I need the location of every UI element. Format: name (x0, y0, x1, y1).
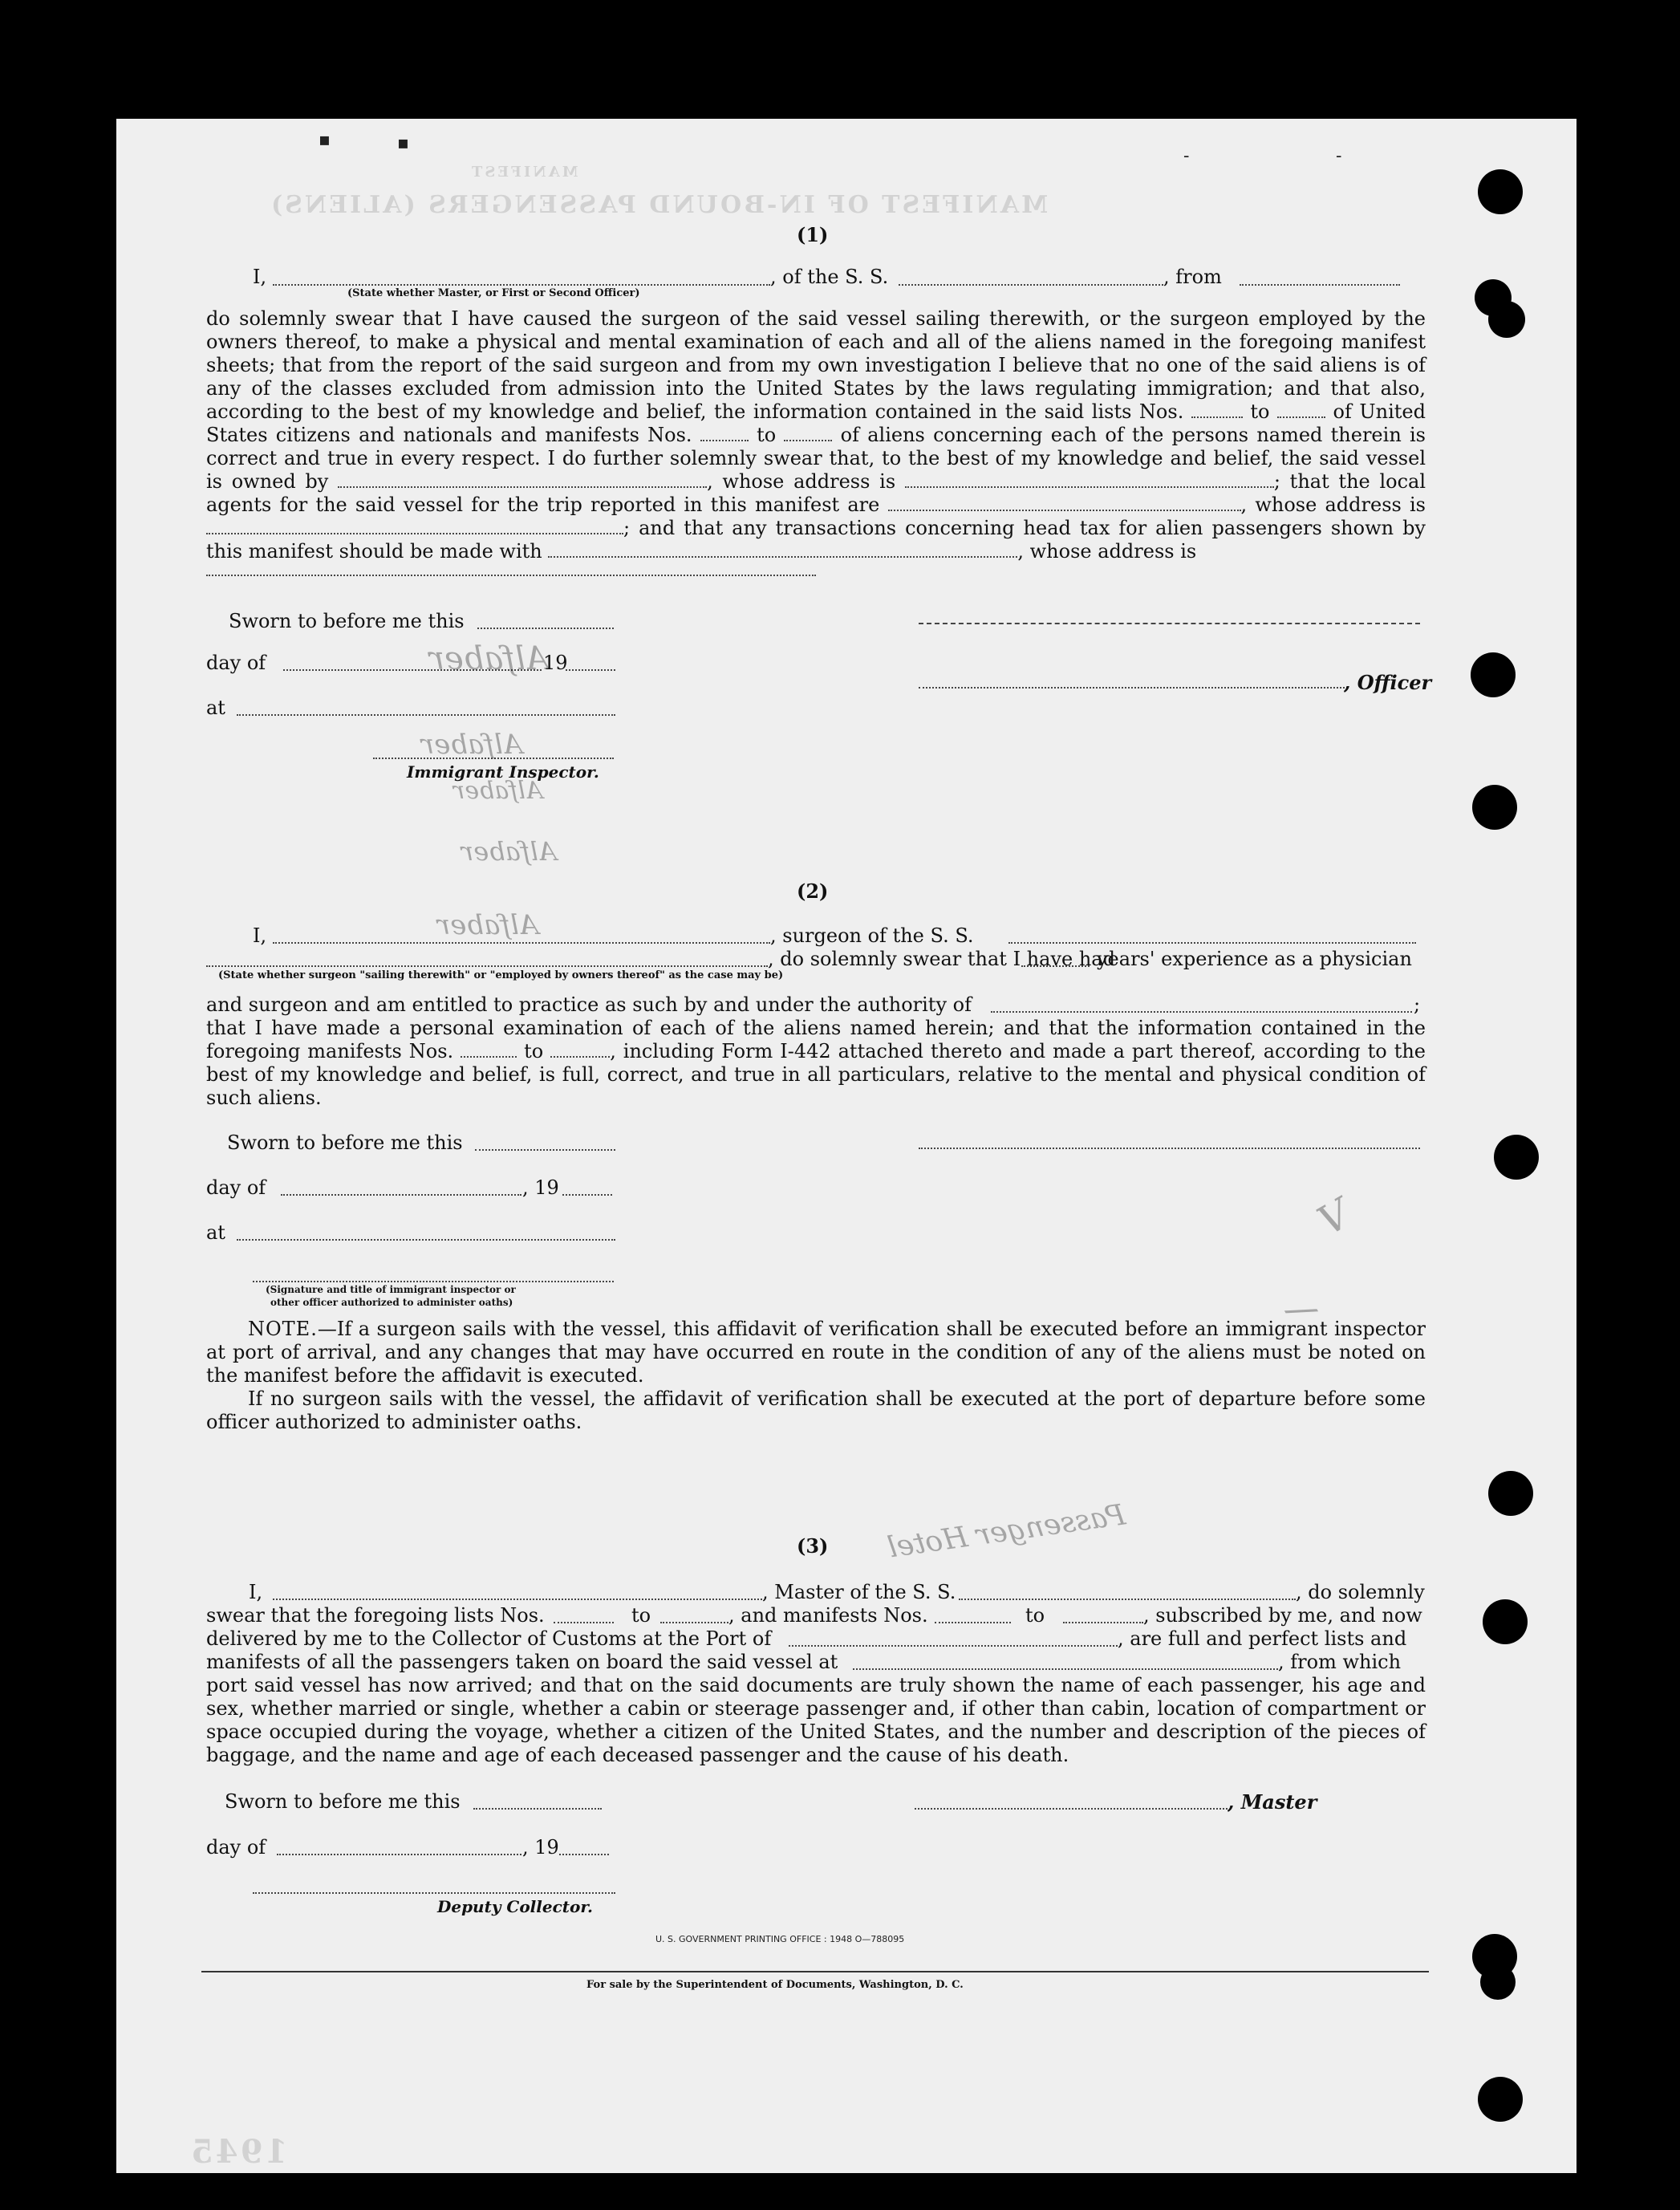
printing-office: U. S. GOVERNMENT PRINTING OFFICE : 1948 O—788095 (655, 1934, 905, 1944)
s2-day-of: day of (206, 1176, 266, 1199)
s2-blank-2 (206, 965, 768, 967)
s1-from: , from (1163, 266, 1222, 288)
s3-year: , 19 (522, 1836, 559, 1859)
s1-day-of: day of (206, 652, 266, 674)
bleed-signature: Alfaber (429, 640, 549, 677)
s3-master-of: , Master of the S. S. (762, 1581, 956, 1603)
section-3-number: (3) (797, 1534, 829, 1558)
s3-sworn-blank (473, 1808, 602, 1810)
s1-address-blank (206, 575, 816, 576)
s3-lists-to-blank (660, 1622, 728, 1623)
s3-port-blank (789, 1645, 1118, 1647)
s2-years-blank (1021, 965, 1090, 967)
s1-officer-label: , Officer (1344, 671, 1432, 694)
s2-caption-sig-1: (Signature and title of immigrant inspector or (266, 1284, 516, 1295)
s1-ship-blank (899, 284, 1163, 286)
s2-note: NOTE.—If a surgeon sails with the vessel, this affidavit of verification shall be executed before an immigrant inspector at port of arrival, and any changes that may have occurred en route in the condition of any of the aliens must be noted on the manifest before the affidavit is executed. (206, 1318, 1426, 1387)
punch-hole (1478, 169, 1523, 214)
s3-sworn: Sworn to before me this (225, 1790, 461, 1813)
s3-day-blank (277, 1854, 521, 1855)
s3-i: I, (249, 1581, 263, 1603)
s3-ship-blank (959, 1599, 1296, 1600)
stray-mark: ▪ (319, 130, 331, 150)
s3-lists-from-blank (554, 1622, 614, 1623)
s2-oath-text: that I have made a personal examination of each of the aliens named herein; and that the information contained in the foregoing manifests Nos. to , including Form I-442 attached thereto and made a part thereof, according to the best of my knowledge and belief, is full, correct, and true in all particulars, relative to the mental and physical condition of such aliens. (206, 1017, 1426, 1109)
s1-oath-text: do solemnly swear that I have caused the surgeon of the said vessel sailing therewith, or the surgeon employed by the owners thereof, to make a physical and mental examination of each and all of the aliens named in the foregoing manifest sheets; that from the report of the said surgeon and from my own investigation I believe that no one of the said aliens is of any of the classes excluded from admission into the United States by the laws regulating immigration; and that also, according to the best of my knowledge and belief, the information contained in the said lists Nos. to of United States citizens and nationals and manifests Nos. to of aliens concerning each of the persons named therein is correct and true in every respect. I do further solemnly swear that, to the best of my knowledge and belief, the said vessel is owned by , whose address is ; that the local agents for the said vessel for the trip reported in this manifest are , whose address is ; and that any transactions concerning head tax for alien passengers shown by this manifest should be made with , whose address is (206, 307, 1426, 563)
s2-at-blank (237, 1239, 615, 1241)
s2-do-solemnly: , do solemnly swear that I have had (768, 948, 1115, 970)
s3-swear-lists: swear that the foregoing lists Nos. (206, 1604, 545, 1627)
s1-officer-sig-line (919, 623, 1420, 624)
s3-year-blank (559, 1854, 609, 1855)
s1-sworn-blank (477, 628, 614, 629)
punch-hole (1471, 652, 1516, 697)
s1-caption: (State whether Master, or First or Second Officer) (347, 287, 640, 299)
bleed-signature: Passenger Hotel (885, 1498, 1128, 1565)
s3-manifests-all: manifests of all the passengers taken on board the said vessel at (206, 1651, 838, 1673)
s1-at: at (206, 697, 225, 719)
ghost-stamp: 1945 (189, 2133, 288, 2171)
s2-i: I, (253, 924, 267, 947)
ghost-subtitle: MANIFEST (469, 164, 578, 181)
s3-manifests-from-blank (935, 1622, 1011, 1623)
s2-year: , 19 (522, 1176, 559, 1199)
s2-surgeon-blank (273, 942, 770, 944)
s1-year: 19 (543, 652, 568, 674)
s3-subscribed: , subscribed by me, and now (1143, 1604, 1422, 1627)
s3-oath-text: port said vessel has now arrived; and that on the said documents are truly shown the name of each passenger, his age and sex, whether married or single, whether a cabin or steerage passenger and, if other than cabin, location of compartment or space occupied during the voyage, whether a citizen of the United States, and the number and description of the pieces of baggage, and the name and age of each deceased passenger and the cause of his death. (206, 1674, 1426, 1766)
s3-day-of: day of (206, 1836, 266, 1859)
s1-inspector-label: Immigrant Inspector. (407, 762, 599, 782)
s2-sworn-blank (475, 1149, 615, 1151)
s2-year-blank (562, 1194, 612, 1196)
sale-notice: For sale by the Superintendent of Documents, Washington, D. C. (586, 1979, 964, 1991)
s3-master-blank (273, 1599, 762, 1600)
s2-authority-blank (991, 1011, 1412, 1013)
s2-authority: and surgeon and am entitled to practice as such by and under the authority of (206, 993, 972, 1016)
stray-mark: - (1183, 146, 1190, 166)
s2-at: at (206, 1221, 225, 1244)
s3-vessel-at-blank (853, 1668, 1278, 1670)
s1-sworn: Sworn to before me this (229, 610, 465, 632)
bleed-signature: Alfaber (421, 729, 523, 761)
s1-at-blank (237, 714, 615, 716)
s2-years-exp: years' experience as a physician (1097, 948, 1412, 970)
s2-surgeon-sig-line (919, 1148, 1420, 1149)
punch-hole (1483, 1599, 1528, 1644)
s2-caption: (State whether surgeon "sailing therewith" or "employed by owners thereof" as the case may be) (218, 969, 784, 981)
s3-from-which: , from which (1278, 1651, 1402, 1673)
s3-manifests-to-blank (1063, 1622, 1143, 1623)
document-page: MANIFEST OF IN-BOUND PASSENGERS (ALIENS) MANIFEST ▪ ▪ - - (1) I, , of the S. S. , from (State whether Master, or First or Second Officer) do solemnly swear that I have caused the surgeon of the said vessel sailing therewith, or the surgeon employed by the owners thereof, to make a physical and mental examination of each and all of the aliens named in the foregoing manifest sheets; that from the report of the said surgeon and from my own investigation I believe that no one of the said aliens is of any of the classes excluded from admission into the United States by the laws regulating immigration; and that also, according to the best of my knowledge and belief, the information contained in the said lists Nos. to of United States citizens and nationals and manifests Nos. to of aliens concerning each of the persons named therein is correct and true in every respect. I do further solemnly swear that, to the best of my knowledge and belief, the said vessel is owned by , whose address is ; that the local agents for the said vessel for the trip reported in this manifest are , whose address is ; and that any transactions concerning head tax for alien passengers shown by this manifest should be made with , whose address is Sworn to before me this day of 19 at Immigrant Inspector. Alfaber Alfaber Alfaber Alfaber , Officer (2) I, Alfaber , surgeon of the S. S. , do solemnly swear that I have had years' experience as a physician (State whether surgeon "sailing therewith" or "employed by owners thereof" as the case may be) and surgeon and am entitled to practice as such by and under the authority of ; that I have made a personal examination of each of the aliens named herein; and that the information contained in the foregoing manifests Nos. to , including Form I-442 attached thereto and made a part thereof, according to the best of my knowledge and belief, is full, correct, and true in all particulars, relative to the mental and physical condition of such aliens. Sworn to before me this day of , 19 at (Signature and title of immigrant inspector or other officer authorized to administer oaths) NOTE.—If a surgeon sails with the vessel, this affidavit of verification shall be executed before an immigrant inspector at port of arrival, and any changes that may have occurred en route in the condition of any of the aliens must be noted on the manifest before the affidavit is executed. If no surgeon sails with the vessel, the affidavit of verification shall be executed at the port of departure before some officer authorized to administer oaths. (3) I, , Master of the S. S. , do solemnly swear that the foregoing lists Nos. to , and manifests Nos. to , subscribed by me, and now delivered by me to the Collector of Customs at the Port of , are full and perfect lists and manifests of all the passengers taken on board the said vessel at , from which port said vessel has now arrived; and that on the said documents are truly shown the name of each passenger, his age and sex, whether married or single, whether a cabin or steerage passenger and, if other than cabin, location of compartment or space occupied during the voyage, whether a citizen of the United States, and the number and description of the pieces of baggage, and the name and age of each deceased passenger and the cause of his death. Sworn to before me this , Master day of , 19 Deputy Collector. Passenger Hotel / V U. S. GOVERNMENT PRINTING OFFICE : 1948 O—788095 For sale by the Superintendent of Documents, Washington, D. C. 1945 (116, 119, 1577, 2173)
section-1-number: (1) (797, 223, 829, 246)
s2-caption-sig-2: other officer authorized to administer oaths) (270, 1297, 513, 1308)
s1-from-blank (1240, 284, 1400, 286)
s1-of-ss: , of the S. S. (770, 266, 889, 288)
s2-surgeon-of: , surgeon of the S. S. (770, 924, 974, 947)
s3-master-label: , Master (1228, 1790, 1317, 1814)
bleed-signature: Alfaber (461, 836, 557, 867)
s3-are-full: , are full and perfect lists and (1118, 1627, 1407, 1650)
s3-to: to (631, 1604, 651, 1627)
punch-hole (1475, 279, 1512, 316)
bleed-check-mark: V (1309, 1189, 1359, 1245)
bleed-check-mark: / (1280, 1295, 1323, 1326)
punch-hole (1480, 1964, 1516, 2000)
s3-delivered: delivered by me to the Collector of Customs at the Port of (206, 1627, 772, 1650)
bleed-signature: Alfaber (437, 909, 539, 941)
s2-sig-line (253, 1281, 614, 1282)
s2-note-2: If no surgeon sails with the vessel, the affidavit of verification shall be executed at the port of departure before some officer authorized to administer oaths. (206, 1387, 1426, 1433)
s3-deputy-line (253, 1892, 615, 1894)
s3-deputy-label: Deputy Collector. (437, 1897, 594, 1916)
ghost-title: MANIFEST OF IN-BOUND PASSENGERS (ALIENS) (269, 191, 1049, 219)
footer-rule (201, 1971, 1429, 1972)
s1-i: I, (253, 266, 267, 288)
stray-mark: ▪ (397, 133, 409, 153)
s1-year-blank (566, 669, 615, 671)
s3-do-solemnly: , do solemnly (1296, 1581, 1425, 1603)
s2-ship-blank (1008, 942, 1416, 944)
section-2-number: (2) (797, 880, 829, 903)
s3-master-sig-line (915, 1808, 1228, 1810)
s2-sworn: Sworn to before me this (227, 1131, 463, 1154)
s3-and-manifests: , and manifests Nos. (728, 1604, 928, 1627)
s1-officer-blank (273, 284, 770, 286)
punch-hole (1488, 1471, 1533, 1516)
stray-mark: - (1336, 146, 1342, 166)
punch-hole (1478, 2077, 1523, 2122)
bleed-signature: Alfaber (453, 777, 543, 805)
s3-to-2: to (1025, 1604, 1045, 1627)
punch-hole (1494, 1135, 1539, 1180)
s2-day-blank (281, 1194, 521, 1196)
s1-officer-line (919, 687, 1348, 689)
punch-hole (1472, 785, 1517, 830)
